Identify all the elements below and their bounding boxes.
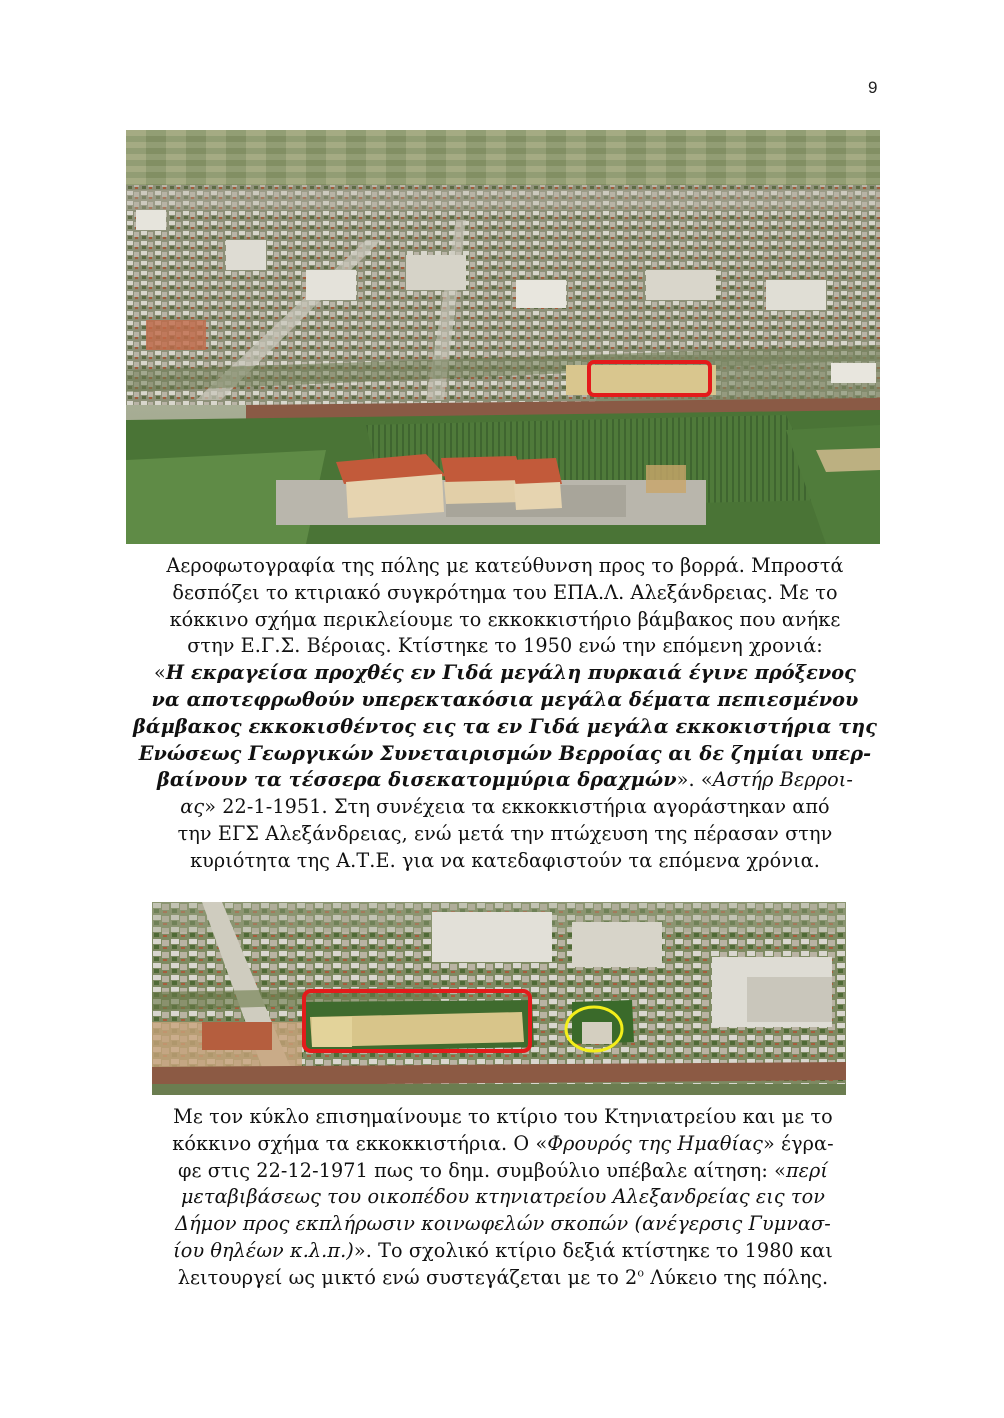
- caption-line: [138, 1158, 868, 1185]
- caption-line: Με τον κύκλο επισημαίνουμε το κτίριο του Κτηνιατρείου και με το: [173, 1105, 833, 1128]
- quoted-news-text: Η εκραγείσα προχθές εν Γιδά μεγάλη πυρκαιά έγινε πρόξενος: [165, 661, 856, 685]
- caption-text: » έγρα-: [763, 1131, 834, 1155]
- quoted-news-text: βάμβακος εκκοκισθέντος εις τα εν Γιδά μεγάλα εκκοκιστήρια της: [132, 714, 878, 738]
- caption-text: κόκκινο σχήμα τα εκκοκκιστήρια. Ο «: [172, 1131, 548, 1155]
- ordinal-superscript: ο: [637, 1266, 645, 1280]
- caption-line: Αεροφωτογραφία της πόλης με κατεύθυνση προς το βορρά. Μπροστά: [166, 554, 844, 577]
- caption-line: [126, 660, 884, 687]
- quoted-request-text: Δήμον προς εκπλήρωσιν κοινωφελών σκοπών (ανέγερσις Γυμνασ-: [175, 1212, 831, 1236]
- newspaper-name: Φρουρός της Ημαθίας: [547, 1131, 764, 1155]
- quote-separator: ». «: [676, 768, 713, 792]
- caption-text: » 22-1-1951. Στη συνέχεια τα εκκοκκιστήρια αγοράστηκαν από: [204, 795, 830, 819]
- aerial-photo-closeup: [152, 902, 846, 1095]
- newspaper-name: ας: [180, 795, 205, 819]
- aerial-photo-town-image: [126, 130, 880, 544]
- aerial-photo-closeup-image: [152, 902, 846, 1095]
- quoted-request-text: μεταβιβάσεως του οικοπέδου κτηνιατρείου Αλεξανδρείας εις τον: [180, 1185, 826, 1209]
- caption-line: στην Ε.Γ.Σ. Βέροιας. Κτίστηκε το 1950 ενώ την επόμενη χρονιά:: [187, 634, 823, 658]
- aerial-photo-town: [126, 130, 880, 544]
- quote-mark: «: [154, 661, 166, 685]
- caption-line: [126, 794, 884, 821]
- caption-line: την ΕΓΣ Αλεξάνδρειας, ενώ μετά την πτώχευση της πέρασαν στην: [177, 821, 833, 845]
- caption-line: [138, 1238, 868, 1265]
- caption-text: λειτουργεί ως μικτό ενώ συστεγάζεται με το 2: [177, 1265, 638, 1289]
- caption-aerial-photo-town: [126, 553, 884, 875]
- caption-line: [138, 1131, 868, 1158]
- newspaper-name: Αστήρ Βερροι-: [712, 768, 853, 792]
- quoted-request-text: ίου θηλέων κ.λ.π.): [173, 1238, 354, 1262]
- quoted-news-text: Ενώσεως Γεωργικών Συνεταιρισμών Βερροίας αι δε ζημίαι υπερ-: [138, 741, 872, 765]
- quoted-request-text: περί: [785, 1158, 829, 1182]
- quoted-news-text: να αποτεφρωθούν υπερεκτακόσια μεγάλα δέματα πεπιεσμένου: [151, 687, 859, 711]
- caption-text: Λύκειο της πόλης.: [644, 1265, 829, 1289]
- page-number: 9: [868, 78, 878, 97]
- caption-line: [126, 767, 884, 794]
- caption-line: κυριότητα της Α.Τ.Ε. για να κατεδαφιστούν τα επόμενα χρόνια.: [190, 848, 820, 872]
- caption-text: φε στις 22-12-1971 πως το δημ. συμβούλιο υπέβαλε αίτηση: «: [177, 1158, 786, 1182]
- caption-aerial-photo-closeup: [138, 1104, 868, 1292]
- caption-line: δεσπόζει το κτιριακό συγκρότημα του ΕΠΑ.Λ. Αλεξάνδρειας. Με το: [172, 580, 838, 604]
- quoted-news-text: βαίνουν τα τέσσερα δισεκατομμύρια δραχμών: [157, 768, 677, 792]
- caption-text: ». Το σχολικό κτίριο δεξιά κτίστηκε το 1980 και: [353, 1238, 833, 1262]
- caption-line: [138, 1265, 868, 1292]
- caption-line: κόκκινο σχήμα περικλείουμε το εκκοκκιστήριο βάμβακος που ανήκε: [169, 607, 841, 631]
